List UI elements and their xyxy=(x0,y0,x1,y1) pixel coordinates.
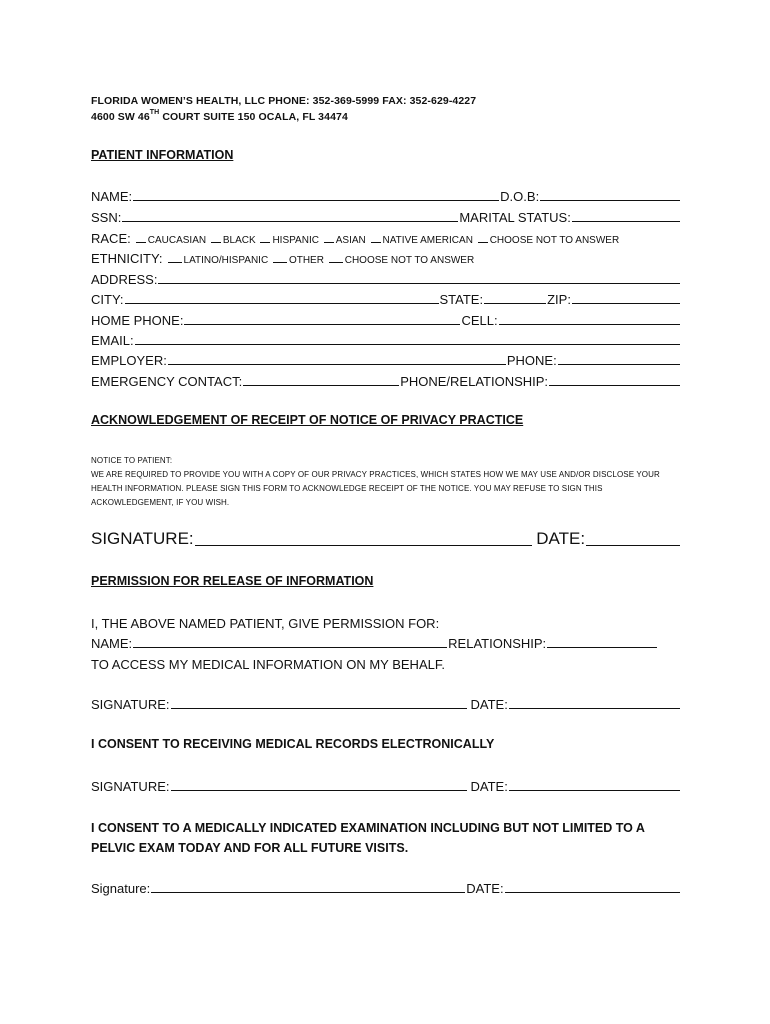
ssn-marital-row xyxy=(91,205,681,225)
emergency-contact-label: EMERGENCY CONTACT: xyxy=(91,374,243,389)
race-option-black[interactable]: BLACK xyxy=(209,234,256,246)
electronic-signature-label: SIGNATURE: xyxy=(91,779,170,794)
patient-information-heading: PATIENT INFORMATION xyxy=(91,148,234,162)
zip-label: ZIP: xyxy=(547,292,571,307)
privacy-signature-field[interactable] xyxy=(195,528,533,546)
electronic-date-field[interactable] xyxy=(509,777,680,791)
city-field[interactable] xyxy=(125,290,439,304)
race-option-asian[interactable]: ASIAN xyxy=(322,234,366,246)
name-dob-row xyxy=(91,184,681,204)
release-of-information-heading: PERMISSION FOR RELEASE OF INFORMATION xyxy=(91,574,374,588)
cell-field[interactable] xyxy=(499,311,680,325)
home-phone-field[interactable] xyxy=(184,311,460,325)
exam-signature-field[interactable] xyxy=(151,879,465,893)
release-name-label: NAME: xyxy=(91,636,133,651)
release-access-text: TO ACCESS MY MEDICAL INFORMATION ON MY BEHALF. xyxy=(91,657,445,672)
exam-signature-row xyxy=(91,876,681,896)
dob-field[interactable] xyxy=(540,187,680,201)
exam-date-field[interactable] xyxy=(505,879,680,893)
employer-field[interactable] xyxy=(168,351,506,365)
race-option-caucasian[interactable]: CAUCASIAN xyxy=(134,234,206,246)
employer-phone-label: PHONE: xyxy=(506,353,557,368)
release-date-label: DATE: xyxy=(470,697,508,712)
race-option-native-american[interactable]: NATIVE AMERICAN xyxy=(369,234,473,246)
name-field[interactable] xyxy=(133,187,499,201)
marital-status-field[interactable] xyxy=(572,208,680,222)
cell-label: CELL: xyxy=(461,313,498,328)
release-relationship-label: RELATIONSHIP: xyxy=(448,636,547,651)
employer-phone-field[interactable] xyxy=(558,351,680,365)
release-intro-row xyxy=(91,611,681,631)
phone-row xyxy=(91,308,681,328)
race-option-no-answer[interactable]: CHOOSE NOT TO ANSWER xyxy=(476,234,619,246)
dob-label: D.O.B: xyxy=(500,189,540,204)
release-relationship-field[interactable] xyxy=(547,634,657,648)
city-label: CITY: xyxy=(91,292,124,307)
state-label: STATE: xyxy=(439,292,484,307)
ethnicity-label: ETHNICITY: xyxy=(91,251,163,266)
release-signature-label: SIGNATURE: xyxy=(91,697,170,712)
employer-label: EMPLOYER: xyxy=(91,353,167,368)
release-signature-field[interactable] xyxy=(171,695,467,709)
address-row xyxy=(91,267,681,287)
city-state-zip-row xyxy=(91,287,681,307)
privacy-notice-text: NOTICE TO PATIENT: WE ARE REQUIRED TO PROVIDE YOU WITH A COPY OF OUR PRIVACY PRACTICES, WHICH STATES HOW WE MAY USE AND/OR DISCLOSE YOUR HEALTH INFORMATION. PLEASE SIGN THIS FORM TO ACKNOWLEDGE RECEIPT OF THE NOTICE. YOU MAY REFUSE TO SIGN THIS ACKOWLEDGEMENT, IF YOU WISH. xyxy=(91,456,660,507)
ethnicity-option-other[interactable]: OTHER xyxy=(271,254,324,266)
phone-relationship-label: PHONE/RELATIONSHIP: xyxy=(400,374,549,389)
release-access-row xyxy=(91,652,681,672)
electronic-records-consent-heading: I CONSENT TO RECEIVING MEDICAL RECORDS ELECTRONICALLY xyxy=(91,737,495,751)
privacy-date-field[interactable] xyxy=(586,528,680,546)
practice-address-line: 4600 SW 46TH COURT SUITE 150 OCALA, FL 34474 xyxy=(91,109,348,123)
race-label: RACE: xyxy=(91,231,131,246)
zip-field[interactable] xyxy=(572,290,680,304)
release-intro-text: I, THE ABOVE NAMED PATIENT, GIVE PERMISSION FOR: xyxy=(91,616,440,631)
race-row xyxy=(91,226,681,246)
name-label: NAME: xyxy=(91,189,133,204)
electronic-signature-row xyxy=(91,774,681,794)
release-name-field[interactable] xyxy=(133,634,447,648)
ssn-label: SSN: xyxy=(91,210,122,225)
emergency-contact-row xyxy=(91,369,681,389)
release-date-field[interactable] xyxy=(509,695,680,709)
release-signature-row xyxy=(91,692,681,712)
ethnicity-option-latino[interactable]: LATINO/HISPANIC xyxy=(166,254,269,266)
exam-signature-label: Signature: xyxy=(91,881,151,896)
email-field[interactable] xyxy=(135,331,680,345)
marital-status-label: MARITAL STATUS: xyxy=(459,210,571,225)
email-row xyxy=(91,328,681,348)
ethnicity-option-no-answer[interactable]: CHOOSE NOT TO ANSWER xyxy=(327,254,474,266)
electronic-date-label: DATE: xyxy=(470,779,508,794)
address-field[interactable] xyxy=(158,270,680,284)
state-field[interactable] xyxy=(484,290,546,304)
ssn-field[interactable] xyxy=(122,208,458,222)
privacy-acknowledgement-heading: ACKNOWLEDGEMENT OF RECEIPT OF NOTICE OF PRIVACY PRACTICE xyxy=(91,413,524,427)
exam-consent-heading: I CONSENT TO A MEDICALLY INDICATED EXAMINATION INCLUDING BUT NOT LIMITED TO A PELVIC EXAM TODAY AND FOR ALL FUTURE VISITS. xyxy=(91,821,645,855)
email-label: EMAIL: xyxy=(91,333,134,348)
address-label: ADDRESS: xyxy=(91,272,158,287)
ethnicity-row xyxy=(91,246,681,266)
race-option-hispanic[interactable]: HISPANIC xyxy=(258,234,319,246)
phone-relationship-field[interactable] xyxy=(549,372,680,386)
emergency-contact-field[interactable] xyxy=(243,372,399,386)
privacy-date-label: DATE: xyxy=(536,529,586,548)
practice-contact-line: FLORIDA WOMEN’S HEALTH, LLC PHONE: 352-369-5999 FAX: 352-629-4227 xyxy=(91,95,477,107)
privacy-signature-label: SIGNATURE: xyxy=(91,529,194,548)
exam-date-label: DATE: xyxy=(466,881,504,896)
electronic-signature-field[interactable] xyxy=(171,777,467,791)
employer-row xyxy=(91,348,681,368)
privacy-signature-row xyxy=(91,523,681,549)
home-phone-label: HOME PHONE: xyxy=(91,313,184,328)
release-name-row xyxy=(91,631,681,651)
